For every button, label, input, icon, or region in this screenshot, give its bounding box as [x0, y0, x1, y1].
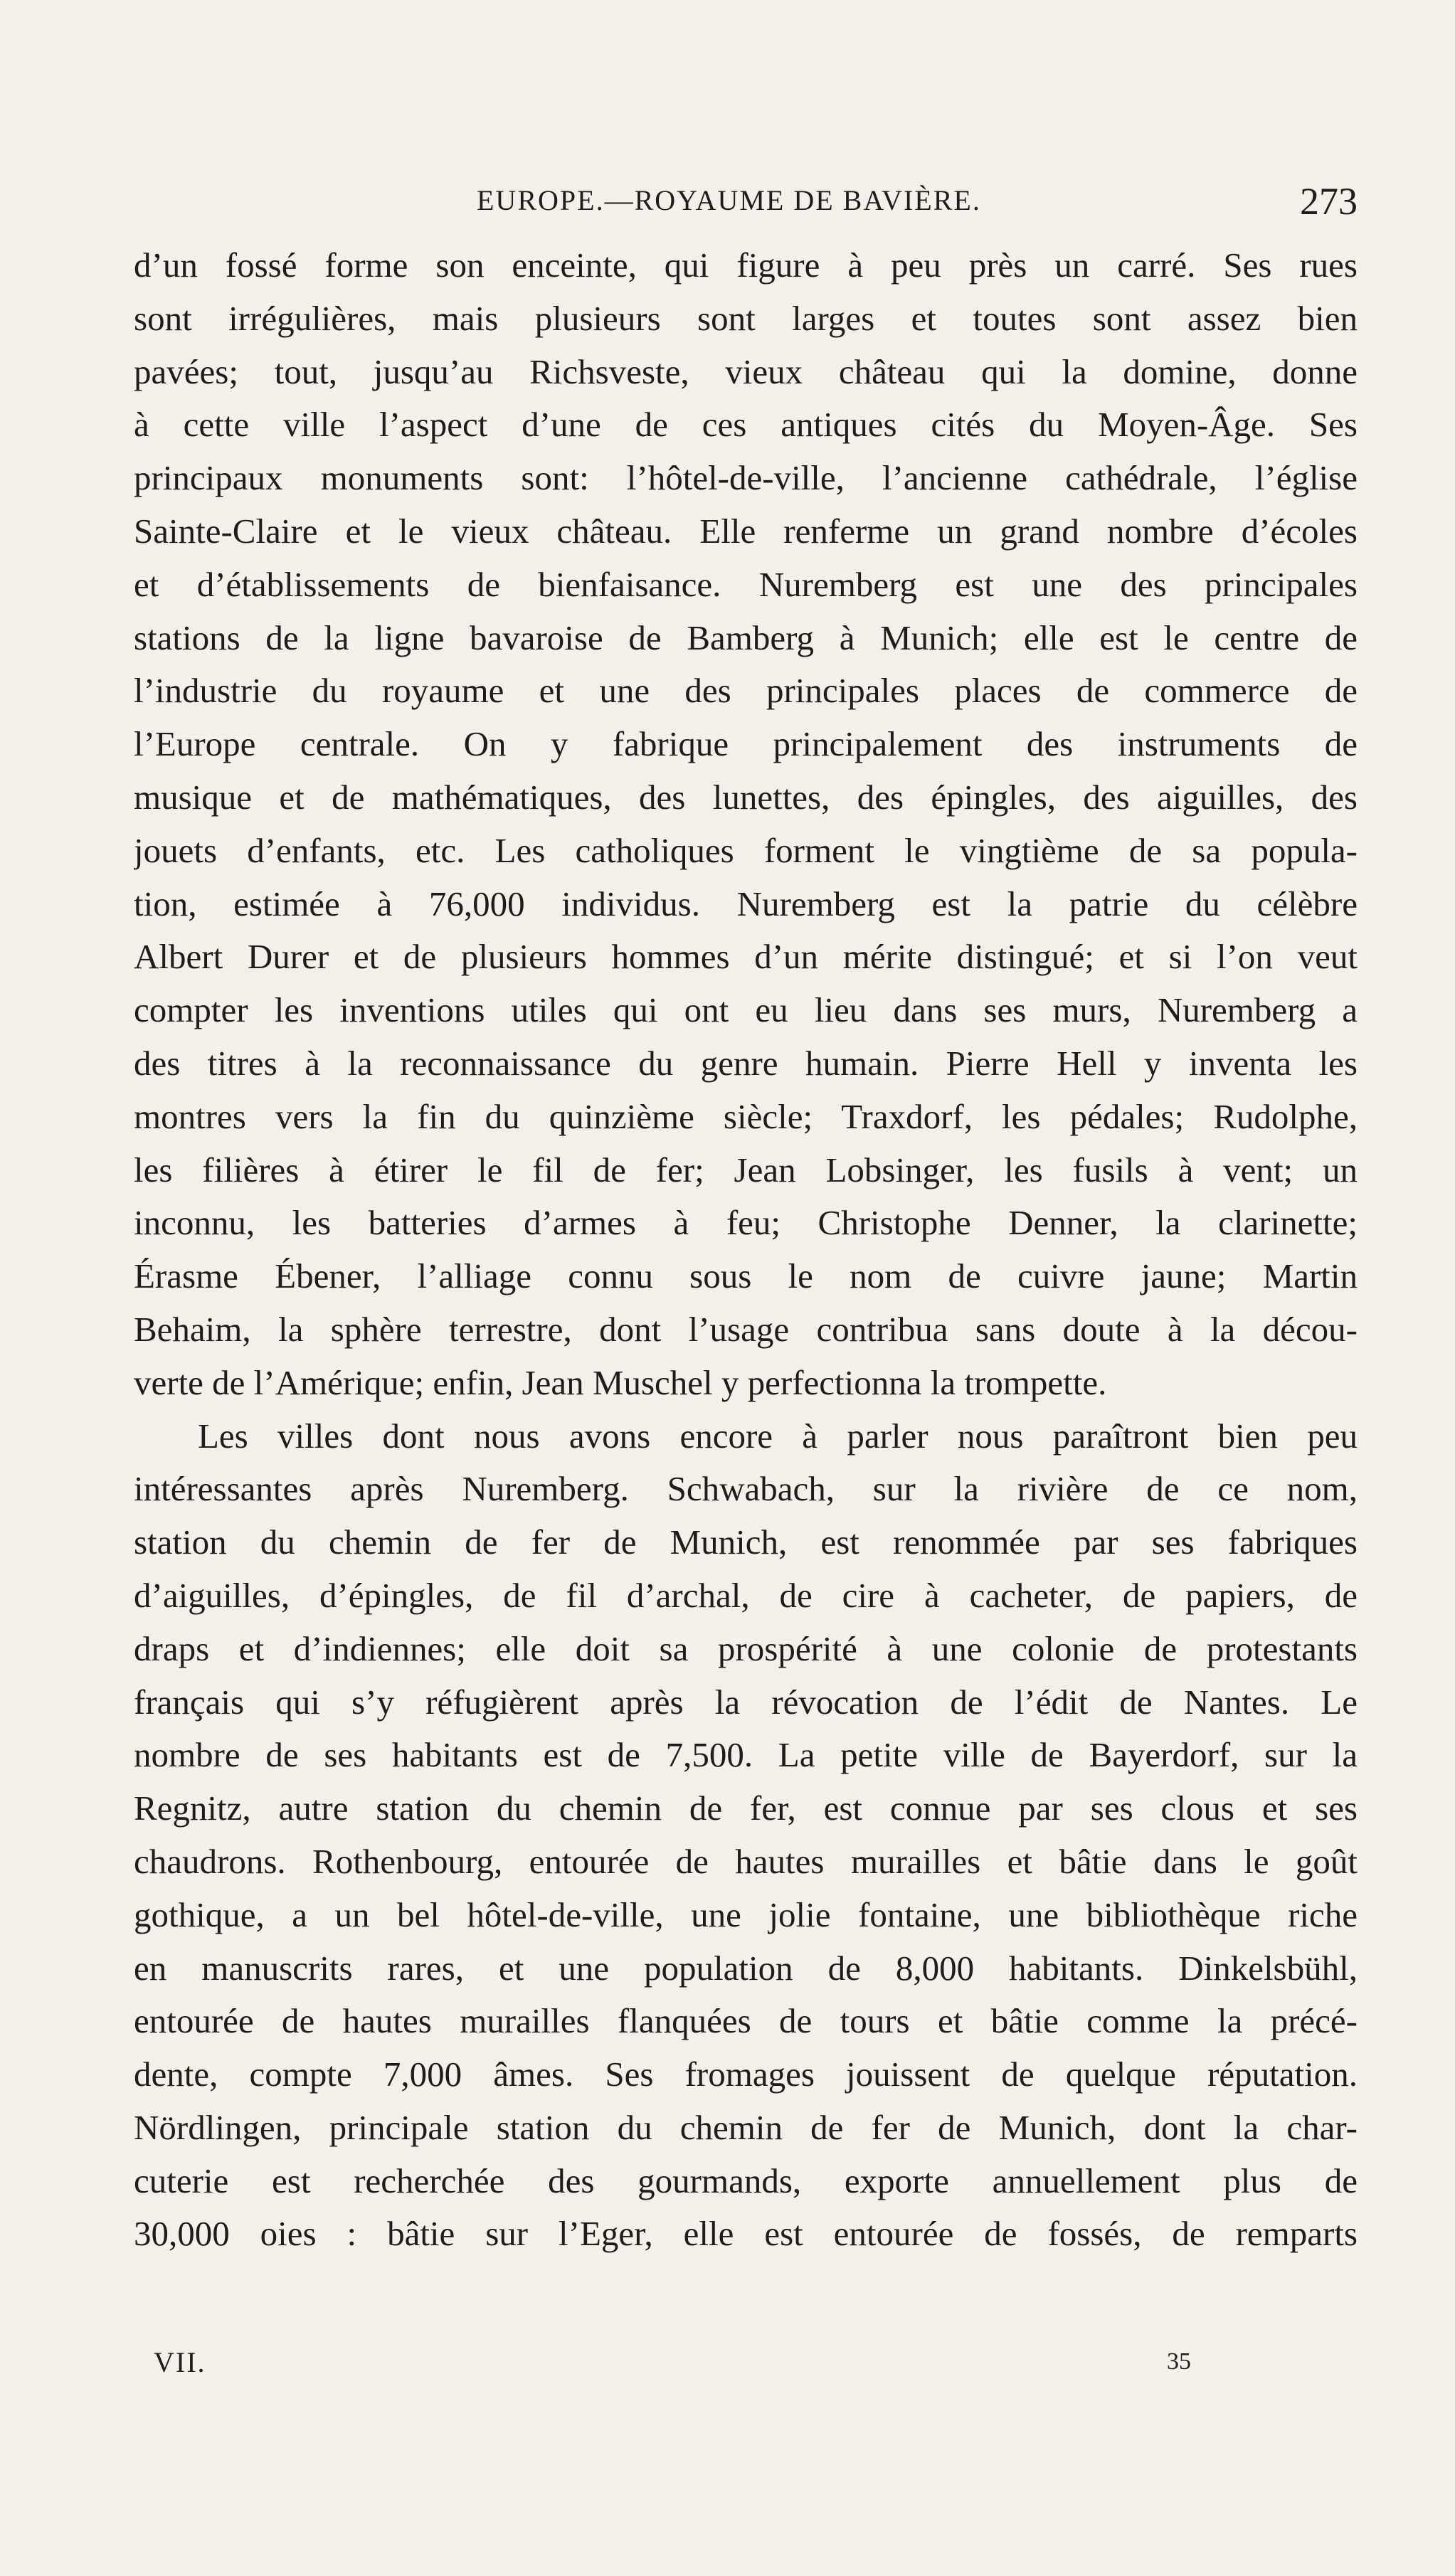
text-line: l’industrie du royaume et une des principales places de commerce de [134, 671, 1358, 711]
text-line: stations de la ligne bavaroise de Bamberg à Munich; elle est le centre de [134, 618, 1358, 657]
text-line: draps et d’indiennes; elle doit sa prospérité à une colonie de protestants [134, 1628, 1358, 1668]
text-line: compter les inventions utiles qui ont eu lieu dans ses murs, Nuremberg a [134, 990, 1358, 1030]
text-line: musique et de mathématiques, des lunettes, des épingles, des aiguilles, des [134, 777, 1358, 817]
text-line: 30,000 oies : bâtie sur l’Eger, elle est entourée de fossés, de remparts [134, 2214, 1358, 2254]
text-line: sont irrégulières, mais plusieurs sont larges et toutes sont assez bien [134, 298, 1358, 338]
text-line: nombre de ses habitants est de 7,500. La petite ville de Bayerdorf, sur la [134, 1735, 1358, 1775]
text-line: les filières à étirer le fil de fer; Jean Lobsinger, les fusils à vent; un [134, 1150, 1358, 1189]
text-line: Behaim, la sphère terrestre, dont l’usage contribua sans doute à la décou- [134, 1309, 1358, 1349]
text-line: Les villes dont nous avons encore à parler nous paraîtront bien peu [198, 1416, 1358, 1456]
running-title: EUROPE.—ROYAUME DE BAVIÈRE. [477, 184, 981, 216]
text-line: intéressantes après Nuremberg. Schwabach, sur la rivière de ce nom, [134, 1469, 1358, 1509]
text-line: l’Europe centrale. On y fabrique principalement des instruments de [134, 724, 1358, 764]
page-number: 273 [1300, 180, 1358, 223]
text-line: Nördlingen, principale station du chemin de fer de Munich, dont la char- [134, 2107, 1358, 2147]
text-line: pavées; tout, jusqu’au Richsveste, vieux château qui la domine, donne [134, 351, 1358, 391]
text-line: cuterie est recherchée des gourmands, exporte annuellement plus de [134, 2161, 1358, 2200]
text-line: Regnitz, autre station du chemin de fer, est connue par ses clous et ses [134, 1788, 1358, 1828]
text-line: jouets d’enfants, etc. Les catholiques forment le vingtième de sa popula- [134, 830, 1358, 870]
text-line: Albert Durer et de plusieurs hommes d’un mérite distingué; et si l’on veut [134, 937, 1358, 977]
text-line: Sainte-Claire et le vieux château. Elle renferme un grand nombre d’écoles [134, 511, 1358, 551]
text-line: français qui s’y réfugièrent après la révocation de l’édit de Nantes. Le [134, 1682, 1358, 1722]
text-line: gothique, a un bel hôtel-de-ville, une jolie fontaine, une bibliothèque riche [134, 1894, 1358, 1934]
text-line: dente, compte 7,000 âmes. Ses fromages jouissent de quelque réputation. [134, 2055, 1358, 2094]
text-line: d’un fossé forme son enceinte, qui figure à peu près un carré. Ses rues [134, 245, 1358, 285]
text-line: inconnu, les batteries d’armes à feu; Christophe Denner, la clarinette; [134, 1203, 1358, 1243]
volume-number: VII. [154, 2346, 206, 2378]
text-line: à cette ville l’aspect d’une de ces antiques cités du Moyen-Âge. Ses [134, 405, 1358, 445]
signature-mark: 35 [1167, 2348, 1191, 2375]
text-line: verte de l’Amérique; enfin, Jean Muschel y perfectionna la trompette. [134, 1362, 1107, 1402]
text-line: chaudrons. Rothenbourg, entourée de hautes murailles et bâtie dans le goût [134, 1841, 1358, 1881]
text-line: station du chemin de fer de Munich, est renommée par ses fabriques [134, 1522, 1358, 1562]
text-line: entourée de hautes murailles flanquées de tours et bâtie comme la précé- [134, 2001, 1358, 2041]
text-line: montres vers la fin du quinzième siècle; Traxdorf, les pédales; Rudolphe, [134, 1096, 1358, 1136]
page-header [134, 180, 1358, 233]
text-line: en manuscrits rares, et une population de 8,000 habitants. Dinkelsbühl, [134, 1948, 1358, 1988]
text-line: Érasme Ébener, l’alliage connu sous le nom de cuivre jaune; Martin [134, 1256, 1358, 1296]
body-text [134, 239, 1358, 2261]
text-line: des titres à la reconnaissance du genre humain. Pierre Hell y inventa les [134, 1043, 1358, 1083]
text-line: et d’établissements de bienfaisance. Nuremberg est une des principales [134, 564, 1358, 604]
text-line: tion, estimée à 76,000 individus. Nuremberg est la patrie du célèbre [134, 884, 1358, 923]
text-line: principaux monuments sont: l’hôtel-de-ville, l’ancienne cathédrale, l’église [134, 458, 1358, 498]
page-footer [134, 2346, 1358, 2388]
text-line: d’aiguilles, d’épingles, de fil d’archal, de cire à cacheter, de papiers, de [134, 1575, 1358, 1615]
